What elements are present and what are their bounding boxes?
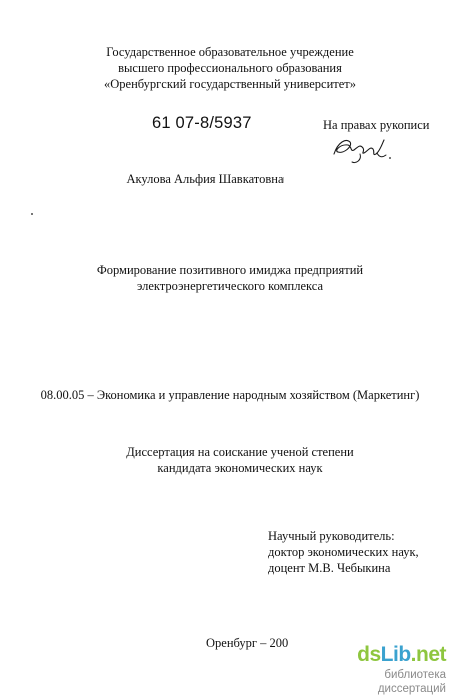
dslib-logo[interactable] bbox=[316, 644, 446, 666]
specialty-code: 08.00.05 – Экономика и управление народным хозяйством (Маркетинг) bbox=[40, 388, 420, 402]
supervisor-degree: доктор экономических наук, bbox=[268, 545, 419, 559]
logo-part-ds: ds bbox=[357, 643, 381, 666]
document-code: 61 07-8/5937 bbox=[152, 114, 252, 132]
scan-speck bbox=[31, 213, 33, 215]
institution-header bbox=[60, 44, 400, 92]
scan-speck bbox=[283, 177, 284, 183]
rights-note: На правах рукописи bbox=[323, 118, 430, 132]
handwritten-signature bbox=[330, 132, 394, 168]
dslib-watermark[interactable] bbox=[316, 644, 446, 696]
city-year: Оренбург – 200 bbox=[206, 636, 289, 650]
title-line-1: Формирование позитивного имиджа предприятий bbox=[96, 263, 364, 277]
watermark-subtitle: библиотека диссертаций bbox=[377, 669, 446, 695]
title-line-2: электроэнергетического комплекса bbox=[136, 279, 324, 293]
logo-part-net: .net bbox=[410, 643, 446, 666]
author-name: Акулова Альфия Шавкатовна bbox=[126, 172, 284, 186]
institution-line-1: Государственное образовательное учреждение bbox=[106, 45, 354, 59]
degree-line-2: кандидата экономических наук bbox=[157, 461, 323, 475]
logo-part-lib: Lib bbox=[380, 643, 411, 666]
degree-statement bbox=[90, 444, 390, 476]
dissertation-title bbox=[40, 262, 420, 294]
degree-line-1: Диссертация на соискание ученой степени bbox=[126, 445, 354, 459]
supervisor-label: Научный руководитель: bbox=[268, 529, 395, 543]
institution-line-3: «Оренбургский государственный университет» bbox=[104, 77, 356, 91]
supervisor-block bbox=[268, 528, 419, 576]
institution-line-2: высшего профессионального образования bbox=[118, 61, 342, 75]
supervisor-name: доцент М.В. Чебыкина bbox=[268, 561, 391, 575]
